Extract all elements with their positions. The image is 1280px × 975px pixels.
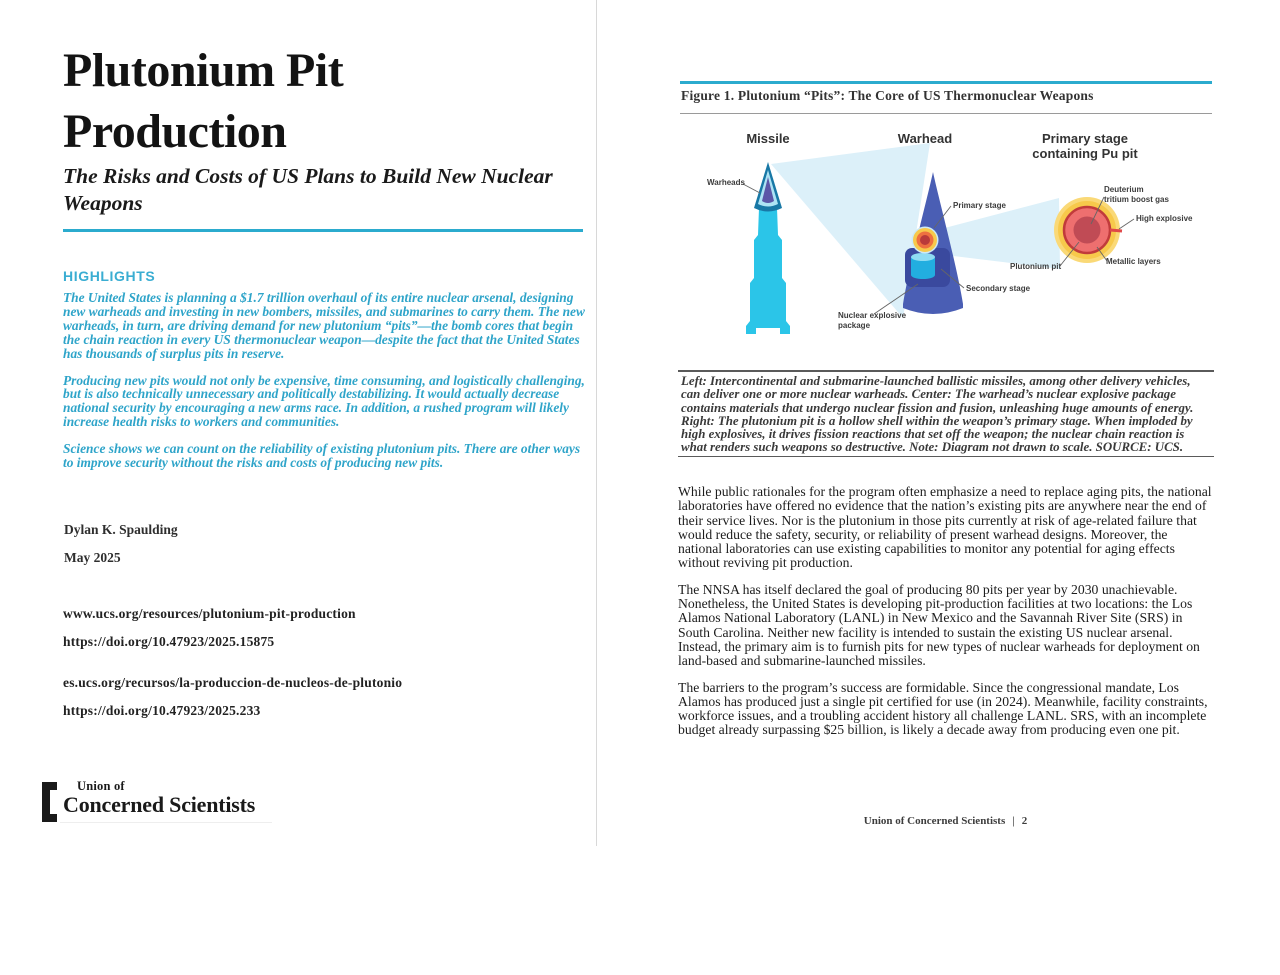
ucs-logo	[42, 780, 255, 822]
highlight-paragraph: Science shows we can count on the reliability of existing plutonium pits. There are other ways to improve security without the risks and costs of producing new pits.	[63, 441, 581, 471]
footer-org: Union of Concerned Scientists	[863, 815, 1006, 827]
diagram-column-primary-stage: Primary stage containing Pu pit	[1032, 131, 1138, 161]
highlights-body	[63, 291, 587, 483]
figure-title: Figure 1. Plutonium “Pits”: The Core of US Thermonuclear Weapons	[681, 88, 1094, 103]
logo-text-concerned-scientists: Concerned Scientists	[63, 792, 256, 817]
callout-high-explosive: High explosive	[1136, 214, 1193, 223]
author-name: Dylan K. Spaulding	[64, 522, 178, 537]
report-subtitle: The Risks and Costs of US Plans to Build New Nuclear Weapons	[63, 164, 553, 215]
figure-title-rule	[680, 113, 1212, 114]
body-paragraph: While public rationales for the program often emphasize a need to replace aging pits, the national laboratories have offered no evidence that the nation’s existing pits are anywhere near the end of their service lives. Nor is the plutonium in those pits currently at risk of age-related failure that would reduce the safety, security, or reliability of present warhead designs. Moreover, the national laboratories can use existing capabilities to monitor any potential for aging effects without reviving pit production.	[678, 484, 1212, 571]
highlight-paragraph: The United States is planning a $1.7 trillion overhaul of its entire nuclear arsenal, designing new warheads and investing in new bombers, missiles, and submarines to carry them. The new warheads, in turn, are driving demand for new plutonium “pits”—the bomb cores that begin the chain reaction in every US thermonuclear weapon—despite the fact that the United States has thousands of surplus pits in reserve.	[63, 290, 585, 361]
teal-divider-rule	[63, 229, 583, 232]
spanish-doi-link[interactable]: https://doi.org/10.47923/2025.233	[63, 703, 261, 718]
body-paragraph: The NNSA has itself declared the goal of producing 80 pits per year by 2030 unachievable. Nonetheless, the United States is developing pit-production facilities at two locations: the Los Alamos National Laboratory (LANL) in New Mexico and the Savannah River Site (SRS) in South Carolina. Neither new facility is intended to sustain the existing US nuclear arsenal. Instead, the primary aim is to furnish pits for new types of nuclear warheads for deployment on land-based and submarine-launched missiles.	[678, 581, 1200, 669]
page-footer	[678, 815, 1213, 827]
page-bottom-shadow	[60, 822, 272, 823]
publication-date: May 2025	[64, 550, 121, 565]
callout-nuclear-explosive-package: Nuclear explosive package	[838, 311, 907, 330]
callout-secondary-stage: Secondary stage	[966, 284, 1031, 293]
logo-bracket-icon	[42, 782, 57, 822]
report-url-link[interactable]: www.ucs.org/resources/plutonium-pit-production	[63, 606, 356, 621]
callout-primary-stage: Primary stage	[953, 201, 1006, 210]
body-paragraph: The barriers to the program’s success are formidable. Since the congressional mandate, Los Alamos has produced just a single pit certified for use (in 2024). Meanwhile, facility constraints, workforce issues, and a troubling accident history all challenge LANL. SRS, with an incomplete budget already surpassing $25 billion, is likely a decade away from producing even one pit.	[678, 679, 1208, 738]
callout-warheads: Warheads	[707, 178, 745, 187]
footer-page-number: 2	[1021, 815, 1028, 827]
report-title-line2: Production	[63, 105, 287, 158]
highlights-heading: HIGHLIGHTS	[63, 268, 156, 284]
diagram-column-warhead: Warhead	[897, 131, 953, 146]
boost-gas-core	[1074, 217, 1101, 244]
logo-text-union-of: Union of	[77, 779, 125, 793]
figure-top-teal-rule	[680, 81, 1212, 84]
pu-pit-cross-section	[1054, 197, 1122, 263]
caption-top-rule	[678, 370, 1214, 372]
diagram-column-missile: Missile	[746, 131, 790, 146]
body-text	[678, 485, 1213, 750]
doi-link[interactable]: https://doi.org/10.47923/2025.15875	[63, 634, 275, 649]
callout-deuterium-tritium: Deuterium tritium boost gas	[1104, 185, 1169, 204]
report-title	[63, 40, 583, 162]
missile-graphic	[746, 162, 790, 334]
callout-plutonium-pit: Plutonium pit	[1010, 262, 1062, 271]
spanish-report-url-link[interactable]: es.ucs.org/recursos/la-produccion-de-nucleos-de-plutonio	[63, 675, 403, 690]
highlight-paragraph: Producing new pits would not only be expensive, time consuming, and logistically challenging, but is also technically unnecessary and politically destabilizing. It would actually decrease national security by encouraging a new arms race. In addition, a rushed program will likely increase health risks to workers and communities.	[63, 372, 585, 430]
report-title-line1: Plutonium Pit	[63, 44, 344, 97]
callout-metallic-layers: Metallic layers	[1106, 257, 1161, 266]
caption-bottom-rule	[678, 456, 1214, 457]
figure-caption: Left: Intercontinental and submarine-launched ballistic missiles, among other delivery vehicles, can deliver one or more nuclear warheads. Center: The warhead’s nuclear explosive package contains materials that undergo nuclear fission and fusion, unleashing huge amounts of energy. Right: The plutonium pit is a hollow shell within the weapon’s primary stage. When imploded by high explosives, it drives fission reactions that set off the weapon; the nuclear chain reaction is what renders such weapons so destructive. Note: Diagram not drawn to scale. SOURCE: UCS.	[681, 374, 1194, 455]
footer-separator: |	[1012, 815, 1015, 827]
